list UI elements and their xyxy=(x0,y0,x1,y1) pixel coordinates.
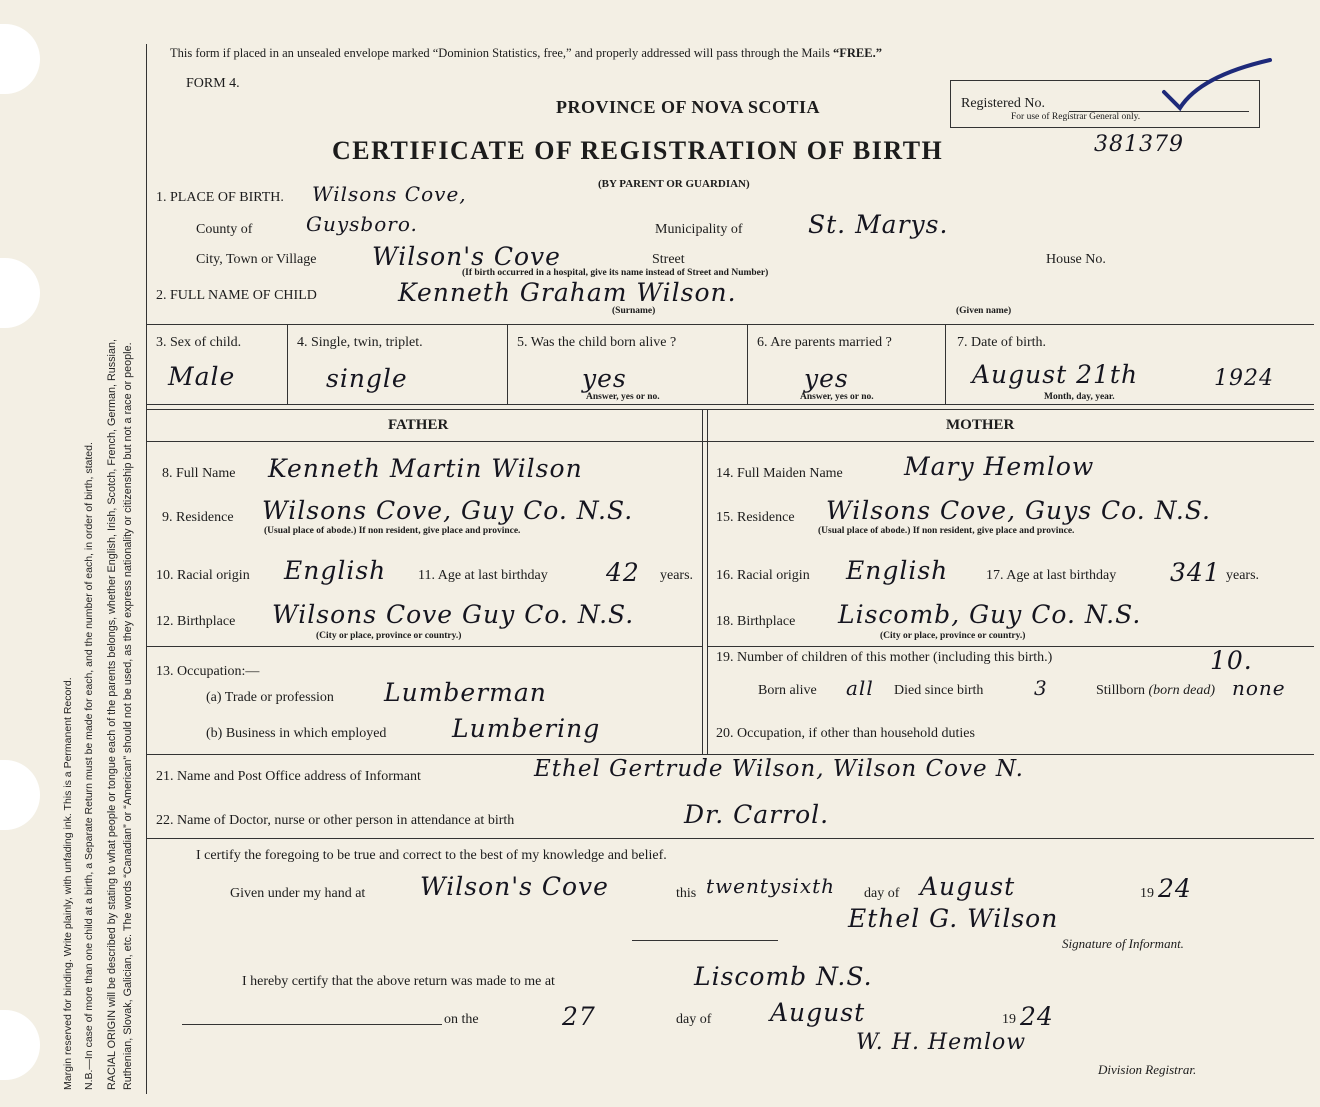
mother-years-label: years. xyxy=(1226,568,1260,583)
registration-year-value: 24 xyxy=(1020,1002,1054,1031)
father-name-value: Kenneth Martin Wilson xyxy=(268,454,583,483)
mother-race-label: 16. Racial origin xyxy=(716,568,810,583)
mother-race-value: English xyxy=(846,556,949,585)
certificate-title: CERTIFICATE OF REGISTRATION OF BIRTH xyxy=(332,136,944,165)
father-age-label: 11. Age at last birthday xyxy=(418,568,548,583)
rule xyxy=(707,409,708,754)
hospital-note: (If birth occurred in a hospital, give its name instead of Street and Number) xyxy=(462,268,769,278)
check-mark-icon xyxy=(1160,58,1280,116)
married-label: 6. Are parents married ? xyxy=(757,335,892,350)
signature-informant-label: Signature of Informant. xyxy=(1062,936,1184,951)
informant-label: 21. Name and Post Office address of Informant xyxy=(156,769,421,784)
doctor-value: Dr. Carrol. xyxy=(684,800,830,829)
father-age-value: 42 xyxy=(606,558,640,587)
died-value: 3 xyxy=(1034,676,1048,700)
father-residence-label: 9. Residence xyxy=(162,510,234,525)
alive-note: Answer, yes or no. xyxy=(586,392,660,402)
side-note-3: RACIAL ORIGIN will be described by stating to what people or tongue each of the parents belongs, whether English, Irish, Scotch, French, German, Russian, xyxy=(106,339,118,1090)
registrar-signature: W. H. Hemlow xyxy=(856,1030,1027,1055)
business-label: (b) Business in which employed xyxy=(206,726,387,741)
children-label: 19. Number of children of this mother (including this birth.) xyxy=(716,650,1053,665)
father-birthplace-value: Wilsons Cove Guy Co. N.S. xyxy=(272,600,635,629)
born-alive-value: all xyxy=(846,676,874,700)
registrar-use-note: For use of Registrar General only. xyxy=(1011,112,1141,122)
year-prefix2-label: 19 xyxy=(1002,1012,1016,1027)
given-month-value: August xyxy=(920,872,1016,901)
on-the-label: on the xyxy=(444,1012,479,1027)
father-birthplace-note: (City or place, province or country.) xyxy=(316,631,462,641)
house-label: House No. xyxy=(1046,252,1106,267)
business-value: Lumbering xyxy=(452,714,601,743)
municipality-value: St. Marys. xyxy=(808,210,949,239)
mother-residence-note: (Usual place of abode.) If non resident, give place and province. xyxy=(818,526,1075,536)
postal-notice: This form if placed in an unsealed envelope marked “Dominion Statistics, free,” and properly addressed will pass through the Mails “FREE.” xyxy=(170,46,882,60)
mother-residence-label: 15. Residence xyxy=(716,510,795,525)
mother-birthplace-label: 18. Birthplace xyxy=(716,614,796,629)
alive-value: yes xyxy=(582,364,627,393)
rule xyxy=(945,324,946,404)
rule xyxy=(182,1024,442,1025)
side-note-4: Ruthenian, Slovak, Galician, etc. The words “Canadian” or “American” should not be used, as they express nationality or citizenship but not a race or people. xyxy=(122,342,134,1090)
mother-occupation-label: 20. Occupation, if other than household duties xyxy=(716,726,975,741)
father-race-label: 10. Racial origin xyxy=(156,568,250,583)
given-day-value: twentysixth xyxy=(706,874,836,898)
informant-value: Ethel Gertrude Wilson, Wilson Cove N. xyxy=(534,756,1024,782)
day-of2-label: day of xyxy=(676,1012,712,1027)
alive-label: 5. Was the child born alive ? xyxy=(517,335,677,350)
children-value: 10. xyxy=(1210,646,1253,675)
died-label: Died since birth xyxy=(894,683,984,698)
informant-signature: Ethel G. Wilson xyxy=(848,904,1059,933)
mother-residence-value: Wilsons Cove, Guys Co. N.S. xyxy=(826,496,1212,525)
child-name-value: Kenneth Graham Wilson. xyxy=(398,278,737,307)
rule xyxy=(146,404,1314,405)
city-value: Wilson's Cove xyxy=(372,242,561,271)
certify2-statement: I hereby certify that the above return was made to me at xyxy=(242,974,555,989)
given-hand-label: Given under my hand at xyxy=(230,886,366,901)
day-of-label: day of xyxy=(864,886,900,901)
form-number: FORM 4. xyxy=(186,76,240,91)
father-birthplace-label: 12. Birthplace xyxy=(156,614,236,629)
stillborn-value: none xyxy=(1232,676,1286,700)
plurality-label: 4. Single, twin, triplet. xyxy=(297,335,423,350)
street-label: Street xyxy=(652,252,685,267)
rule xyxy=(507,324,508,404)
trade-label: (a) Trade or profession xyxy=(206,690,334,705)
year-prefix-label: 19 xyxy=(1140,886,1154,901)
registered-label: Registered No. xyxy=(961,96,1045,111)
doctor-label: 22. Name of Doctor, nurse or other person in attendance at birth xyxy=(156,813,515,828)
certificate-subtitle: (BY PARENT OR GUARDIAN) xyxy=(598,178,750,190)
dob-note: Month, day, year. xyxy=(1044,392,1115,402)
province-heading: PROVINCE OF NOVA SCOTIA xyxy=(556,97,821,117)
certify-statement: I certify the foregoing to be true and correct to the best of my knowledge and belief. xyxy=(196,848,667,863)
father-heading: FATHER xyxy=(388,417,449,433)
given-year-value: 24 xyxy=(1158,874,1192,903)
married-value: yes xyxy=(804,364,849,393)
rule xyxy=(287,324,288,404)
rule xyxy=(146,646,703,647)
father-years-label: years. xyxy=(660,568,694,583)
mother-name-value: Mary Hemlow xyxy=(904,452,1095,481)
side-note-2: N.B.—In case of more than one child at a birth, a Separate Return must be made for each, and the number of each, in order of birth, stated. xyxy=(83,442,95,1090)
mother-heading: MOTHER xyxy=(946,417,1015,433)
registration-month-value: August xyxy=(770,998,866,1027)
municipality-label: Municipality of xyxy=(655,222,743,237)
plurality-value: single xyxy=(326,364,408,393)
stillborn-text: Stillborn xyxy=(1096,683,1146,698)
county-value: Guysboro. xyxy=(306,212,418,236)
occupation-label: 13. Occupation:— xyxy=(156,664,260,679)
rule xyxy=(146,441,1314,442)
certificate-number: 381379 xyxy=(1094,132,1184,157)
this-label: this xyxy=(676,886,697,901)
mother-age-value: 341 xyxy=(1170,558,1221,587)
rule xyxy=(632,940,778,941)
surname-note: (Surname) xyxy=(612,306,656,316)
rule xyxy=(747,324,748,404)
given-name-note: (Given name) xyxy=(956,306,1012,316)
born-alive-label: Born alive xyxy=(758,683,817,698)
father-race-value: English xyxy=(284,556,387,585)
fullname-label: 2. FULL NAME OF CHILD xyxy=(156,288,317,303)
rule xyxy=(702,409,703,754)
binder-hole xyxy=(0,1010,40,1080)
dob-value: August 21th xyxy=(972,360,1139,389)
sex-value: Male xyxy=(168,362,236,391)
county-label: County of xyxy=(196,222,253,237)
binder-hole xyxy=(0,760,40,830)
side-note-1: Margin reserved for binding. Write plainly, with unfading ink. This is a Permanent Record. xyxy=(62,677,74,1090)
father-residence-note: (Usual place of abode.) If non resident, give place and province. xyxy=(264,526,521,536)
place-label: 1. PLACE OF BIRTH. xyxy=(156,190,284,205)
rule xyxy=(146,324,1314,325)
trade-value: Lumberman xyxy=(384,678,547,707)
married-note: Answer, yes or no. xyxy=(800,392,874,402)
rule xyxy=(146,754,1314,755)
dob-year-value: 1924 xyxy=(1214,366,1274,391)
father-residence-value: Wilsons Cove, Guy Co. N.S. xyxy=(262,496,634,525)
city-label: City, Town or Village xyxy=(196,252,317,267)
rule xyxy=(146,838,1314,839)
given-place-value: Wilson's Cove xyxy=(420,872,609,901)
stillborn-note: (born dead) xyxy=(1148,683,1216,698)
mother-name-label: 14. Full Maiden Name xyxy=(716,466,843,481)
mother-birthplace-note: (City or place, province or country.) xyxy=(880,631,1026,641)
dob-label: 7. Date of birth. xyxy=(957,335,1047,350)
mother-age-label: 17. Age at last birthday xyxy=(986,568,1117,583)
binder-hole xyxy=(0,24,40,94)
stillborn-label xyxy=(1096,683,1215,699)
registration-place-value: Liscomb N.S. xyxy=(694,962,873,991)
binder-hole xyxy=(0,258,40,328)
registration-day-value: 27 xyxy=(562,1002,596,1031)
place-value: Wilsons Cove, xyxy=(312,182,467,206)
sex-label: 3. Sex of child. xyxy=(156,335,242,350)
father-name-label: 8. Full Name xyxy=(162,466,236,481)
division-registrar-label: Division Registrar. xyxy=(1098,1062,1197,1077)
mother-birthplace-value: Liscomb, Guy Co. N.S. xyxy=(838,600,1142,629)
rule xyxy=(146,409,1314,410)
